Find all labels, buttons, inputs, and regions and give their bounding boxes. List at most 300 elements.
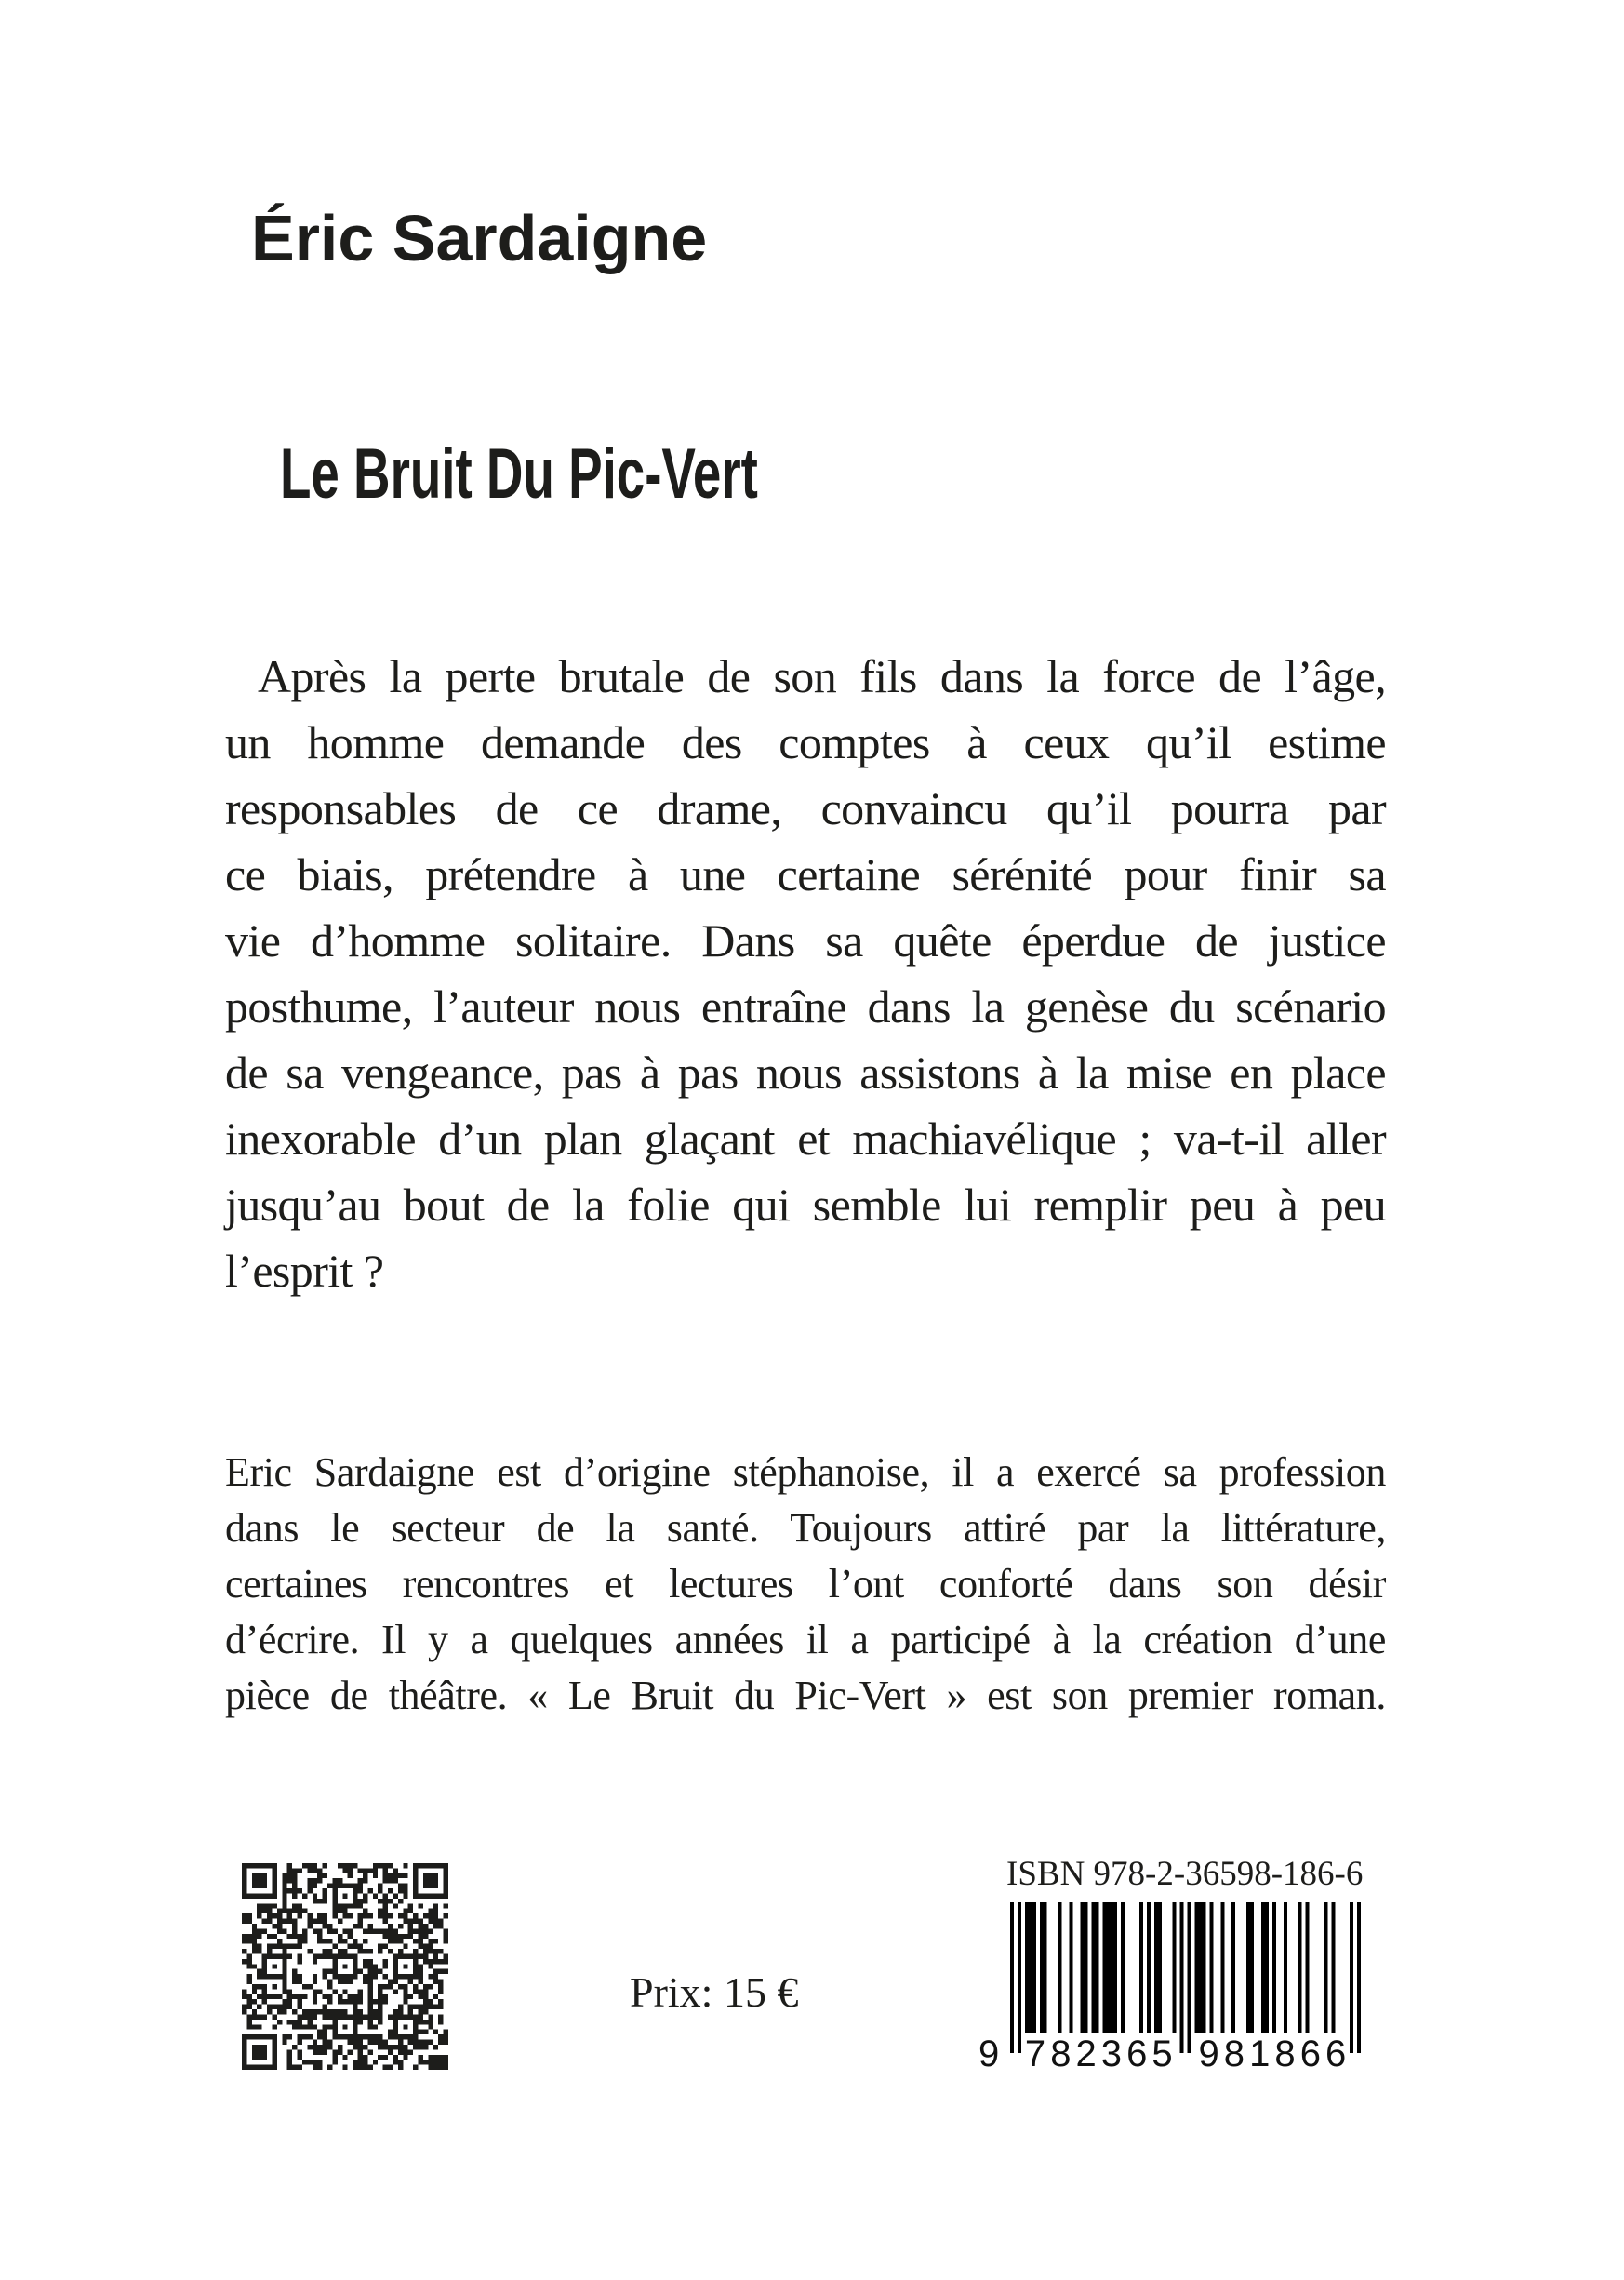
qr-module — [332, 2030, 337, 2034]
qr-module — [413, 1873, 418, 1878]
qr-module — [413, 1959, 418, 1964]
qr-module — [423, 1878, 438, 1883]
qr-module — [408, 1924, 413, 1928]
qr-module — [242, 1989, 246, 1993]
qr-module — [367, 1989, 372, 1993]
qr-module — [242, 2049, 246, 2054]
qr-module — [408, 2009, 413, 2014]
qr-module — [277, 1909, 307, 1913]
qr-module — [242, 1959, 252, 1964]
qr-module — [444, 1888, 448, 1893]
qr-module — [419, 2009, 429, 2014]
barcode-bar — [1154, 1902, 1162, 2033]
qr-module — [438, 1989, 443, 1993]
barcode-first-digit: 9 — [978, 2033, 1000, 2074]
qr-module — [246, 2024, 261, 2029]
qr-module — [433, 1903, 438, 1908]
qr-module — [413, 1964, 423, 1968]
qr-module — [292, 1903, 302, 1908]
qr-module — [398, 1924, 403, 1928]
qr-module — [282, 1969, 286, 1974]
qr-module — [438, 2034, 448, 2039]
qr-module — [423, 1873, 438, 1878]
qr-module — [348, 1873, 353, 1878]
qr-module — [272, 2040, 276, 2045]
barcode-guard-bar — [1180, 1902, 1184, 2053]
qr-module — [252, 1949, 262, 1953]
qr-module — [272, 1888, 276, 1893]
qr-module — [272, 2055, 276, 2060]
qr-module — [419, 1934, 429, 1939]
barcode-guard-bar — [1188, 1902, 1191, 2053]
qr-module — [363, 1873, 367, 1878]
qr-module — [246, 1974, 251, 1979]
qr-module — [267, 1913, 282, 1918]
qr-module — [332, 1878, 342, 1883]
qr-module — [242, 1878, 246, 1883]
author-name: Éric Sardaigne — [251, 202, 708, 274]
barcode-bar — [1331, 1902, 1335, 2033]
qr-module — [298, 1953, 302, 1958]
qr-module — [292, 1980, 302, 1984]
qr-module — [388, 1949, 393, 1953]
qr-module — [282, 1884, 286, 1888]
qr-module — [287, 2055, 292, 2060]
qr-module — [363, 1928, 398, 1933]
isbn-label: ISBN 978-2-36598-186-6 — [1006, 1855, 1364, 1893]
barcode-bar — [1195, 1902, 1206, 2033]
qr-module — [287, 2049, 292, 2054]
qr-module — [302, 1893, 307, 1898]
qr-module — [272, 1964, 276, 1968]
barcode-bar — [1139, 1902, 1143, 2033]
qr-module — [444, 1873, 448, 1878]
qr-module — [313, 1994, 317, 1999]
qr-module — [444, 1934, 448, 1939]
qr-module — [287, 2020, 302, 2024]
qr-module — [262, 1919, 273, 1924]
qr-module — [403, 1863, 407, 1868]
qr-module — [302, 2060, 323, 2064]
synopsis-line: de sa vengeance, pas à pas nous assistons à la mise en place — [225, 1047, 1386, 1099]
qr-module — [302, 1984, 313, 1989]
qr-module — [428, 2055, 448, 2060]
qr-module — [363, 1974, 378, 1979]
qr-module — [393, 2055, 397, 2060]
qr-module — [383, 1974, 388, 1979]
qr-module — [313, 1953, 358, 1958]
qr-module — [413, 1969, 423, 1974]
qr-module — [287, 1913, 292, 1918]
qr-module — [257, 2005, 261, 2009]
qr-module — [272, 1878, 276, 1883]
synopsis-line: inexorable d’un plan glaçant et machiavélique ; va-t-il aller — [225, 1113, 1386, 1165]
qr-module — [388, 1939, 403, 1943]
qr-module — [313, 1959, 317, 1964]
qr-module — [272, 1884, 276, 1888]
qr-module — [307, 1913, 312, 1918]
qr-module — [298, 2040, 302, 2045]
qr-module — [378, 1913, 393, 1918]
qr-module — [358, 1919, 363, 1924]
qr-module — [262, 1999, 267, 2004]
qr-module — [242, 1919, 252, 1924]
qr-module — [358, 1868, 379, 1873]
qr-module — [403, 1919, 423, 1924]
barcode-bar — [1284, 1902, 1287, 2033]
barcode-bars — [1010, 1902, 1361, 2053]
barcode-bar — [1058, 1902, 1062, 2033]
qr-module — [317, 2030, 327, 2034]
qr-module — [363, 1959, 373, 1964]
qr-module — [393, 1964, 397, 1968]
qr-module — [367, 2005, 372, 2009]
qr-module — [317, 1939, 332, 1943]
qr-module — [398, 1884, 408, 1888]
qr-module — [378, 1909, 388, 1913]
barcode-left-digits: 782365 — [1024, 2033, 1173, 2074]
qr-module — [444, 1928, 448, 1933]
qr-module — [327, 1999, 332, 2004]
qr-module — [393, 1893, 397, 1898]
qr-module — [342, 1913, 353, 1918]
qr-module — [242, 1939, 257, 1943]
qr-module — [298, 1913, 302, 1918]
qr-module — [423, 1984, 433, 1989]
qr-module — [408, 1928, 433, 1933]
qr-module — [307, 1949, 312, 1953]
qr-module — [252, 1989, 257, 1993]
qr-module — [323, 1863, 327, 1868]
qr-module — [323, 1888, 327, 1893]
qr-module — [272, 1984, 276, 1989]
qr-module — [413, 1863, 448, 1868]
qr-module — [338, 1949, 348, 1953]
qr-module — [353, 2060, 367, 2064]
qr-module — [323, 1893, 327, 1898]
qr-module — [363, 1964, 378, 1968]
qr-module — [287, 1868, 302, 1873]
qr-module — [332, 2049, 342, 2054]
qr-module — [408, 2040, 433, 2045]
qr-module — [313, 1899, 327, 1903]
qr-module — [332, 1964, 337, 1968]
qr-module — [383, 1893, 388, 1898]
bio-line: pièce de théâtre. « Le Bruit du Pic-Vert » est son premier roman. — [225, 1673, 1386, 1718]
qr-module — [413, 1949, 418, 1953]
qr-module — [378, 1884, 382, 1888]
qr-module — [302, 1863, 317, 1868]
qr-module — [403, 1909, 413, 1913]
qr-module — [353, 1893, 357, 1898]
qr-module — [332, 2020, 337, 2024]
qr-module — [317, 1873, 327, 1878]
qr-module — [262, 1989, 267, 1993]
qr-module — [428, 2014, 433, 2019]
qr-module — [403, 1893, 407, 1898]
qr-module — [433, 2045, 438, 2049]
qr-module — [338, 1863, 358, 1868]
qr-module — [332, 1899, 337, 1903]
qr-module — [398, 2049, 413, 2054]
qr-module — [413, 1868, 418, 1873]
synopsis-line: un homme demande des comptes à ceux qu’il estime — [225, 716, 1386, 768]
qr-module — [242, 2034, 277, 2039]
barcode-bar — [1070, 1902, 1073, 2033]
qr-module — [298, 2014, 318, 2019]
qr-module — [413, 1913, 418, 1918]
qr-module — [393, 2009, 403, 2014]
qr-module — [383, 1934, 413, 1939]
qr-module — [332, 2060, 337, 2064]
qr-module — [246, 1953, 251, 1958]
qr-module — [262, 1953, 292, 1958]
qr-module — [307, 1919, 327, 1924]
qr-module — [383, 1964, 388, 1968]
qr-module — [307, 2045, 332, 2049]
qr-module — [419, 2055, 423, 2060]
qr-module — [428, 2024, 433, 2029]
qr-module — [323, 2014, 383, 2019]
qr-module — [242, 1913, 252, 1918]
qr-module — [272, 2045, 276, 2049]
qr-module — [252, 2055, 267, 2060]
qr-module — [438, 2020, 443, 2024]
qr-module — [257, 1909, 272, 1913]
qr-module — [282, 1888, 302, 1893]
qr-module — [298, 2055, 302, 2060]
qr-module — [403, 1964, 407, 1968]
qr-module — [272, 2014, 276, 2019]
qr-module — [398, 1899, 403, 1903]
qr-module — [323, 2040, 333, 2045]
qr-module — [373, 1893, 378, 1898]
qr-module — [332, 2055, 337, 2060]
qr-module — [302, 1928, 307, 1933]
qr-module — [373, 1863, 393, 1868]
qr-module — [338, 1939, 348, 1943]
isbn-barcode — [967, 1898, 1377, 2074]
qr-module — [332, 1974, 357, 1979]
qr-module — [373, 2060, 378, 2064]
qr-module — [444, 1878, 448, 1883]
qr-module — [348, 1934, 353, 1939]
qr-module — [413, 2020, 433, 2024]
qr-module — [393, 1974, 422, 1979]
book-title: Le Bruit Du Pic-Vert — [280, 434, 758, 513]
qr-module — [444, 2030, 448, 2034]
qr-module — [317, 1934, 322, 1939]
qr-module — [262, 1964, 267, 1968]
qr-module — [272, 1924, 282, 1928]
qr-module — [353, 1939, 357, 1943]
qr-module — [323, 2024, 338, 2029]
qr-module — [292, 2024, 317, 2029]
qr-module — [444, 1868, 448, 1873]
qr-module — [338, 1919, 342, 1924]
qr-module — [413, 2030, 428, 2034]
qr-module — [433, 1980, 444, 1984]
qr-module — [423, 1959, 448, 1964]
qr-module — [282, 1893, 286, 1898]
qr-module — [242, 2055, 246, 2060]
qr-module — [242, 1893, 277, 1898]
qr-module — [267, 1944, 302, 1949]
barcode-guard-bar — [1350, 1902, 1353, 2053]
barcode-bar — [1147, 1902, 1151, 2033]
barcode-bar — [1231, 1902, 1235, 2033]
qr-module — [428, 2065, 448, 2070]
qr-module — [378, 2055, 388, 2060]
qr-module — [242, 1888, 246, 1893]
qr-module — [419, 2060, 448, 2064]
qr-module — [332, 1989, 337, 1993]
qr-module — [419, 1944, 433, 1949]
qr-module — [388, 2034, 418, 2039]
qr-module — [272, 2024, 276, 2029]
qr-module — [363, 1939, 367, 1943]
qr-module — [398, 2040, 403, 2045]
qr-module — [444, 1939, 448, 1943]
qr-module — [378, 1994, 388, 1999]
qr-module — [398, 1888, 408, 1893]
qr-module — [413, 1878, 418, 1883]
qr-module — [307, 1924, 312, 1928]
qr-module — [267, 1934, 277, 1939]
qr-module — [398, 1949, 403, 1953]
qr-module — [358, 1878, 368, 1883]
qr-module — [444, 1913, 448, 1918]
qr-module — [302, 2009, 348, 2014]
qr-module — [272, 1868, 276, 1873]
qr-module — [388, 1888, 393, 1893]
qr-module — [378, 1949, 382, 1953]
qr-module — [393, 1953, 428, 1958]
qr-module — [408, 1903, 413, 1908]
qr-module — [292, 2045, 297, 2049]
qr-module — [378, 1944, 388, 1949]
qr-module — [272, 2060, 276, 2064]
qr-module — [292, 1969, 297, 1974]
qr-module — [313, 1893, 317, 1898]
qr-module — [433, 1924, 444, 1928]
qr-module — [383, 1868, 388, 1873]
qr-module — [317, 2034, 327, 2039]
qr-module — [393, 2060, 403, 2064]
qr-code-icon[interactable] — [242, 1863, 448, 2070]
synopsis-line: posthume, l’auteur nous entraîne dans la genèse du scénario — [225, 980, 1386, 1033]
bio-line: certaines rencontres et lectures l’ont conforté dans son désir — [225, 1561, 1386, 1607]
qr-module — [353, 2045, 367, 2049]
qr-module — [257, 1913, 261, 1918]
qr-module — [428, 1964, 433, 1968]
qr-module — [282, 1949, 286, 1953]
qr-module — [358, 1989, 363, 1993]
qr-module — [298, 2034, 313, 2039]
qr-module — [272, 2049, 276, 2054]
barcode-bar — [1209, 1902, 1213, 2033]
qr-module — [267, 2005, 292, 2009]
synopsis-line: l’esprit ? — [225, 1245, 384, 1297]
qr-module — [313, 1980, 317, 1984]
qr-module — [282, 1873, 297, 1878]
barcode-bar — [1306, 1902, 1310, 2033]
qr-module — [358, 1949, 373, 1953]
qr-module — [287, 1994, 308, 1999]
qr-module — [348, 2040, 363, 2045]
qr-module — [342, 1868, 353, 1873]
qr-module — [353, 2065, 373, 2070]
qr-module — [428, 1919, 443, 1924]
qr-module — [383, 1903, 388, 1908]
qr-module — [252, 1884, 267, 1888]
qr-module — [419, 1980, 423, 1984]
qr-module — [298, 2049, 302, 2054]
qr-module — [367, 2020, 372, 2024]
qr-module — [367, 2009, 382, 2014]
qr-module — [398, 1984, 408, 1989]
qr-module — [282, 1989, 292, 1993]
qr-module — [298, 1959, 302, 1964]
qr-module — [246, 2014, 267, 2019]
barcode-guard-bar — [1018, 1902, 1021, 2053]
qr-module — [363, 1909, 367, 1913]
qr-module — [262, 1959, 267, 1964]
qr-module — [378, 1989, 382, 1993]
qr-module — [367, 1999, 388, 2004]
author-bio-paragraph — [225, 1445, 1386, 1724]
qr-module — [438, 1984, 443, 1989]
qr-module — [433, 1994, 438, 1999]
barcode-bar — [1091, 1902, 1098, 2033]
qr-module — [338, 2045, 342, 2049]
barcode-bar — [1040, 1902, 1047, 2033]
qr-module — [242, 1934, 262, 1939]
qr-module — [257, 1974, 286, 1979]
qr-module — [246, 1964, 257, 1968]
qr-module — [393, 1868, 397, 1873]
barcode-bar — [1025, 1902, 1036, 2033]
qr-module — [242, 1873, 246, 1878]
qr-module — [428, 1909, 438, 1913]
synopsis-line: Après la perte brutale de son fils dans la force de l’âge, — [258, 650, 1386, 702]
qr-module — [332, 1893, 337, 1898]
qr-module — [282, 1980, 286, 1984]
qr-module — [277, 2009, 287, 2014]
qr-module — [267, 1949, 272, 1953]
synopsis-line: responsables de ce drame, convaincu qu’il pourra par — [225, 782, 1386, 834]
qr-module — [332, 1888, 337, 1893]
barcode-bar — [1080, 1902, 1087, 2033]
qr-module — [252, 1873, 267, 1878]
qr-module — [342, 1893, 347, 1898]
qr-module — [313, 2065, 323, 2070]
qr-module — [438, 2040, 448, 2045]
qr-module — [413, 2045, 428, 2049]
qr-module — [323, 1969, 338, 1974]
qr-module — [413, 1884, 418, 1888]
qr-module — [292, 1928, 297, 1933]
qr-module — [363, 1980, 373, 1984]
qr-module — [353, 2009, 363, 2014]
qr-module — [277, 2020, 282, 2024]
qr-module — [282, 1903, 286, 1908]
qr-module — [433, 2030, 438, 2034]
qr-module — [408, 2005, 444, 2009]
qr-module — [246, 1980, 251, 1984]
qr-module — [307, 1868, 322, 1873]
synopsis-line: vie d’homme solitaire. Dans sa quête éperdue de justice — [225, 914, 1386, 967]
